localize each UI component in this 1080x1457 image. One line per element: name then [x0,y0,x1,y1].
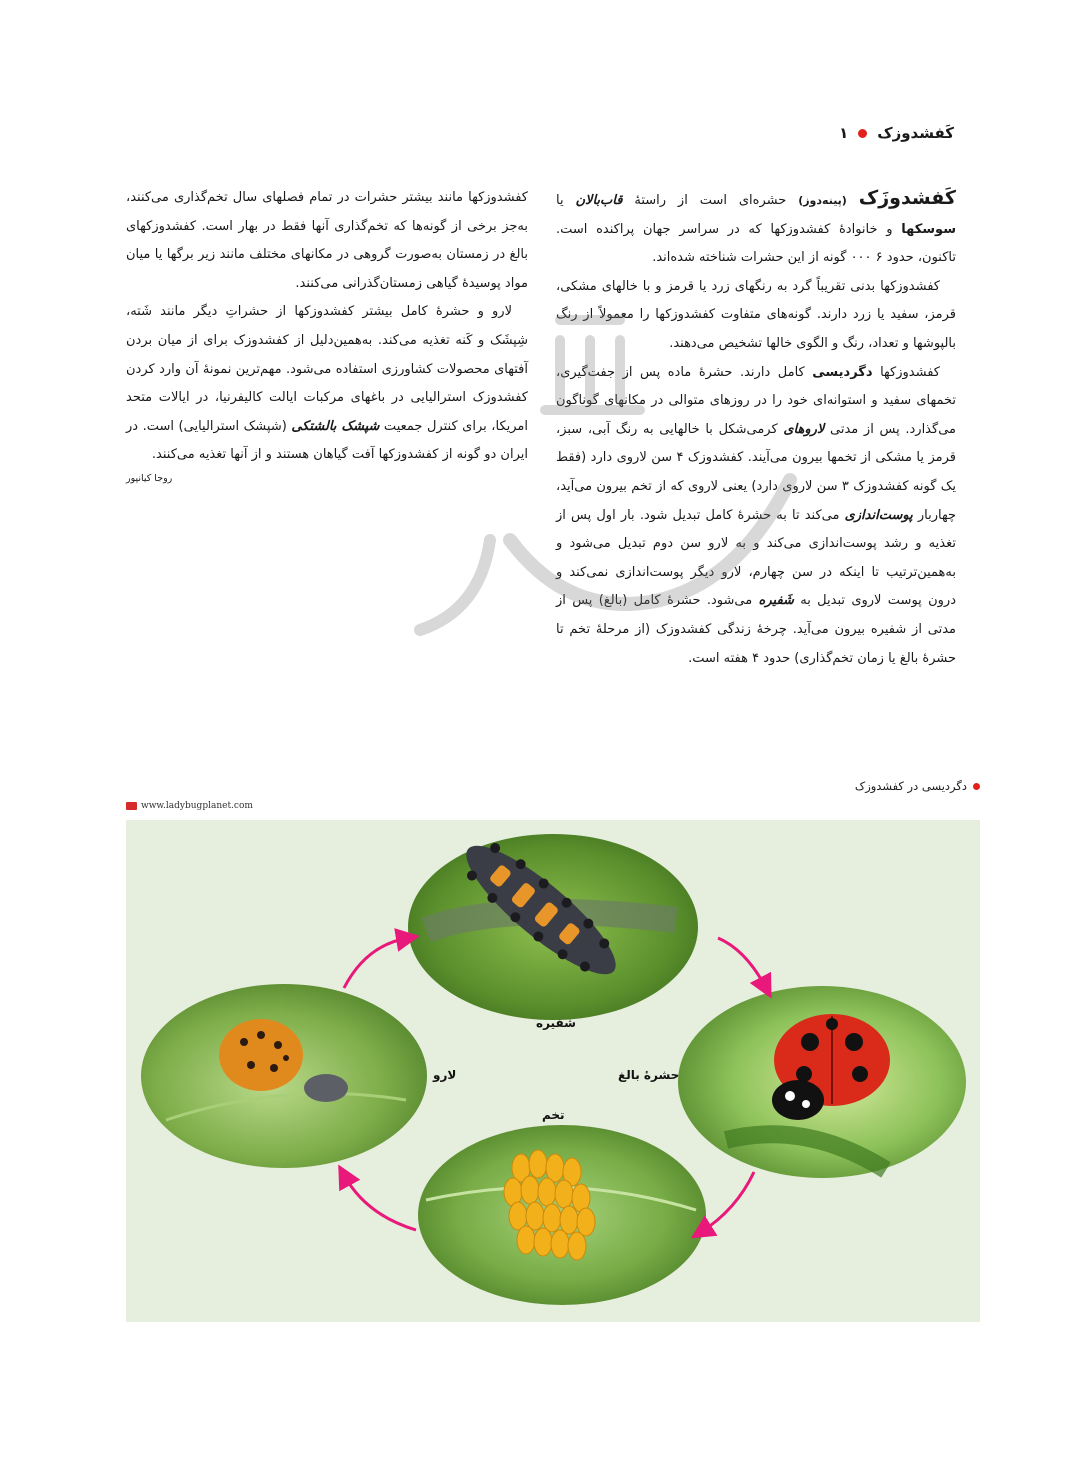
meta-text-5: می‌شود. حشرهٔ کامل (بالغ) پس از مدتی از شفیره بیرون می‌آید. چرخهٔ زندگی کفشدوزک (از مرحلهٔ تخم تا حشرهٔ بالغ یا زمان تخم‌گذاری) حدود ۴ هفته است. [556,593,956,666]
label-pupa: شفیره [536,1016,576,1030]
lifecycle-diagram [126,820,980,1322]
lifecycle-figure [126,820,980,1322]
running-header [839,124,954,142]
paragraph-egglaying: کفشدوزکها مانند بیشتر حشرات در تمام فصلهای سال تخم‌گذاری می‌کنند، به‌جز برخی از گونه‌ها که تخم‌گذاری آنها فقط در بهار است. کفشدوزکهای بالغ در زمستان به‌صورت گروهی در مکانهای مختلف مانند زیر برگها یا میان مواد پوسیدهٔ گیاهی زمستان‌گذرانی می‌کنند. [126,190,528,291]
eggs-photo [418,1125,706,1305]
figure-caption-text: دگردیسی در کفشدوزک [854,779,967,793]
meta-text-4: می‌کند تا به حشرهٔ کامل تبدیل شود. بار اول پس از تغذیه و رشد پوست‌اندازی می‌کند و به لارو سن دوم تبدیل می‌شود و به‌همین‌ترتیب تا اینکه در سن چهارم، لارو دیگر پوست‌اندازی نمی‌کند و درون پوست لاروی تبدیل به [556,507,957,609]
figure-caption [855,779,980,793]
label-larva: لارو [433,1068,457,1082]
author-credit: روجا کیانپور [126,472,173,484]
adult-photo [678,986,966,1178]
caption-bullet-icon [973,783,980,790]
term-metamorphosis: دگردیسی [812,364,873,380]
source-logo-icon [126,802,137,810]
paragraph-diet [126,298,528,470]
intro-text-1: حشره‌ای است از راستهٔ [622,193,799,208]
term-larvae: لاروهای [783,421,825,437]
page-number: ۱ [839,124,849,142]
paragraph-metamorphosis [556,359,956,674]
article-column-right [556,184,956,673]
term-scale: شپشک بالشتکی [291,418,380,434]
term-order: قاب‌بالان [575,193,623,208]
meta-text-2: کامل دارند. حشرهٔ ماده پس از جفت‌گیری، تخمهای سفید و استوانه‌ای خود را در روزهای متوالی در مکانهای گوناگون می‌گذارد. پس از مدتی [556,364,956,437]
diet-text-1: لارو و حشرهٔ کامل بیشتر کفشدوزکها از حشراتِ دیگر مانند شَته، شِپشَک و کَنه تغذیه می‌کند. به‌همین‌دلیل از کفشدوزک برای از میان بردن آفتهای محصولات کشاورزی استفاده می‌شود. مهم‌ترین نمونهٔ آن وارد کردن کفشدوزک استرالیایی در باغهای مرکبات ایالت کالیفرنیا، در ایالات متحد امریکا، برای کنترل جمعیت [126,304,528,434]
intro-text-2: یا [556,193,576,208]
image-source-url: www.ladybugplanet.com [141,801,253,811]
term-beetles: سوسکها [901,221,956,237]
larva-photo [408,828,698,1020]
intro-text-3: و خانوادهٔ کفشدوزکها که در سراسر جهان پراکنده است. تاکنون، حدود ۶ ۰۰۰ گونه از این حشرات شناخته شده‌اند. [556,221,956,266]
label-adult: حشرهٔ بالغ [618,1068,680,1082]
image-source [126,801,253,811]
pupa-photo [141,984,427,1168]
header-bullet-icon [858,129,867,138]
term-molting: پوست‌اندازی [844,507,913,523]
paragraph-appearance: کفشدوزکها بدنی تقریباً گرد به رنگهای زرد یا قرمز و با خالهای مشکی، قرمز، سفید یا زرد دارند. گونه‌های متفاوت کفشدوزکها را معمولاً از رنگ بالپوشها و تعداد، رنگ و الگوی خالها تشخیص می‌دهند. [556,278,956,351]
meta-text-1: کفشدوزکها [872,364,940,380]
article-column-left [126,184,528,486]
label-egg: تخم [542,1108,565,1122]
header-title: کَفشدوزک [877,124,954,142]
alias-paren: (پینه‌دوز) [798,194,847,207]
meta-text-3: کرمی‌شکل با خالهایی به رنگ آبی، سبز، قرمز یا مشکی از تخمها بیرون می‌آیند. کفشدوزک ۴ سن لاروی دارد (فقط یک گونه کفشدوزک ۳ سن لاروی دارد) یعنی لاروی که از تخم بیرون می‌آید، چهاربار [556,421,956,523]
lead-term: کَفشدوزَک [858,187,956,209]
term-pupa: شَفیره [758,593,794,609]
diet-text-2: (شپشک استرالیایی) است. در ایران دو گونه از کفشدوزکها آفت گیاهان هستند و از آنها تغذیه می‌کنند. [126,418,528,463]
paragraph-intro [556,184,956,273]
